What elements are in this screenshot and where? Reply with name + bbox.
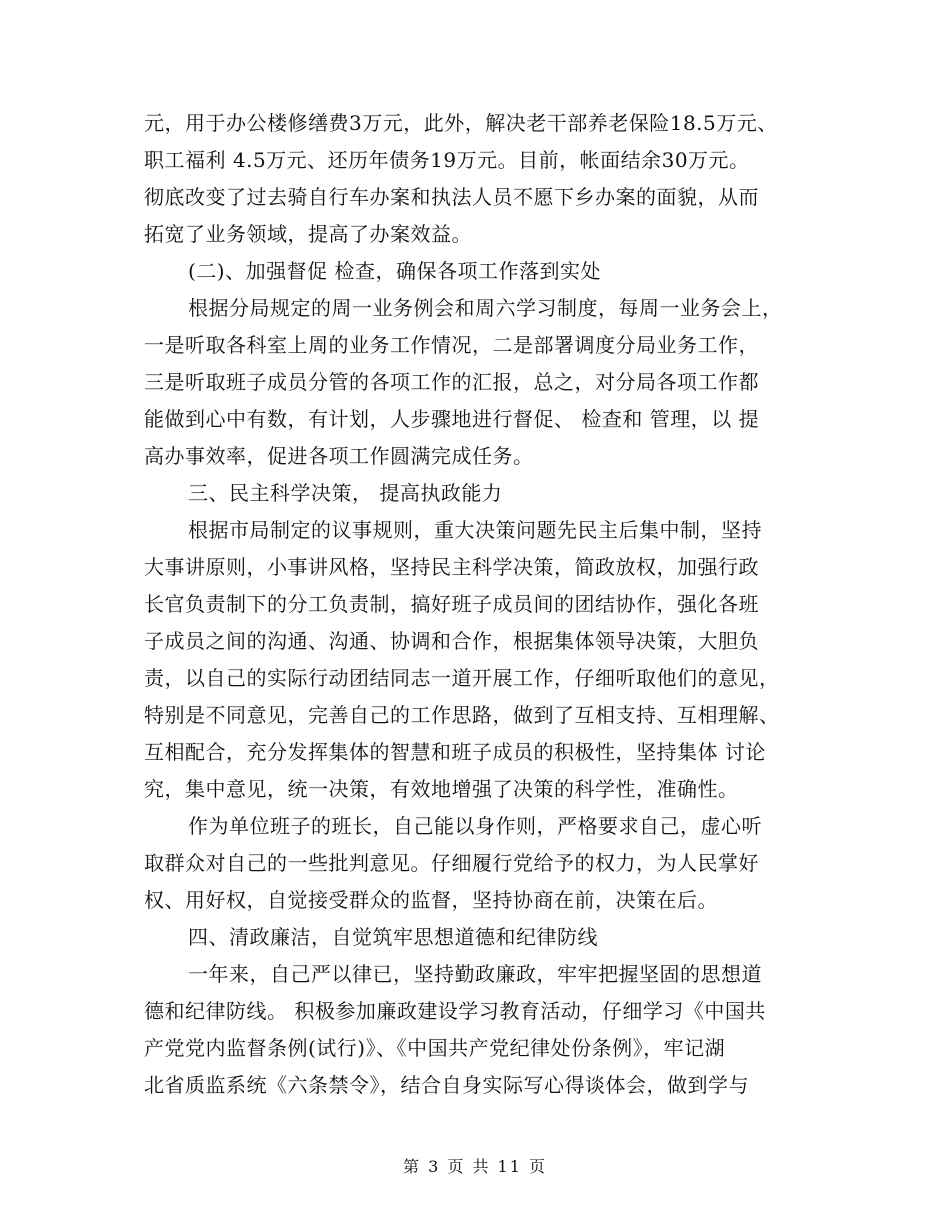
text-line: 究，集中意见，统一决策，有效地增强了决策的科学性，准确性。 <box>144 777 739 801</box>
text-line: 大事讲原则，小事讲风格，坚持民主科学决策，简政放权，加强行政 <box>144 555 759 579</box>
page-number-footer: 第 3 页 共 11 页 <box>403 1157 547 1176</box>
text-line: 取群众对自己的一些批判意见。仔细履行党给予的权力，为人民掌好 <box>144 851 759 875</box>
document-body <box>144 105 814 1104</box>
section-heading: (二)、加强督促 检查，确保各项工作落到实处 <box>188 259 601 283</box>
text-line: 能做到心中有数，有计划，人步骤地进行督促、 检查和 管理，以 提 <box>144 407 760 431</box>
text-line: 三是听取班子成员分管的各项工作的汇报，总之，对分局各项工作都 <box>144 370 759 394</box>
text-line: 一是听取各科室上周的业务工作情况，二是部署调度分局业务工作， <box>144 333 759 357</box>
text-line: 元，用于办公楼修缮费3万元，此外，解决老干部养老保险18.5万元、 <box>144 111 778 135</box>
text-line: 高办事效率，促进各项工作圆满完成任务。 <box>144 444 534 468</box>
text-line: 德和纪律防线。 积极参加廉政建设学习教育活动，仔细学习《中国共 <box>144 999 766 1023</box>
text-line: 根据市局制定的议事规则，重大决策问题先民主后集中制，坚持 <box>188 518 762 542</box>
text-line: 长官负责制下的分工负责制，搞好班子成员间的团结协作，强化各班 <box>144 592 759 616</box>
text-line: 职工福利 4.5万元、还历年债务19万元。目前，帐面结余30万元。 <box>144 148 750 172</box>
text-line: 作为单位班子的班长，自己能以身作则，严格要求自己，虚心听 <box>188 814 762 838</box>
text-line: 拓宽了业务领域，提高了办案效益。 <box>144 222 472 246</box>
text-line: 彻底改变了过去骑自行车办案和执法人员不愿下乡办案的面貌，从而 <box>144 185 759 209</box>
text-line: 特别是不同意见，完善自己的工作思路，做到了互相支持、互相理解、 <box>144 703 780 727</box>
section-heading: 四、清政廉洁，自觉筑牢思想道德和纪律防线 <box>188 925 598 949</box>
text-line: 一年来，自己严以律已，坚持勤政廉政，牢牢把握坚固的思想道 <box>188 962 762 986</box>
text-line: 北省质监系统《六条禁令》，结合自身实际写心得谈体会，做到学与 <box>144 1073 749 1097</box>
text-line: 权、用好权，自觉接受群众的监督，坚持协商在前，决策在后。 <box>144 888 718 912</box>
text-line: 互相配合，充分发挥集体的智慧和班子成员的积极性，坚持集体 讨论 <box>144 740 766 764</box>
text-line: 责，以自己的实际行动团结同志一道开展工作，仔细听取他们的意见， <box>144 666 780 690</box>
section-heading: 三、民主科学决策， 提高执政能力 <box>188 481 503 505</box>
text-line: 产党党内监督条例(试行)》、《中国共产党纪律处份条例》，牢记湖 <box>144 1036 726 1060</box>
text-line: 子成员之间的沟通、沟通、协调和合作，根据集体领导决策，大胆负 <box>144 629 759 653</box>
text-line: 根据分局规定的周一业务例会和周六学习制度，每周一业务会上， <box>188 296 783 320</box>
